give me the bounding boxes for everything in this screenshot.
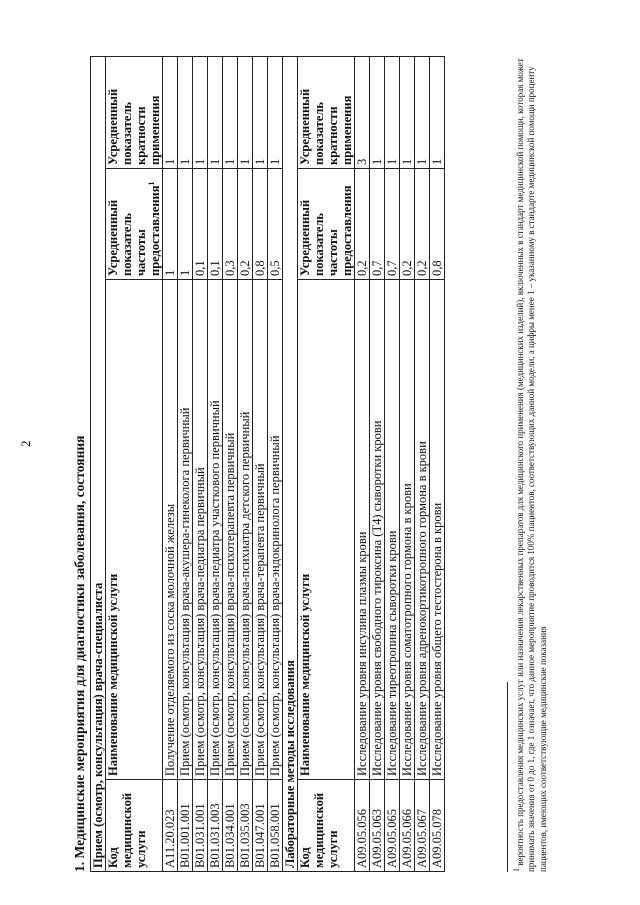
table-row xyxy=(253,56,268,871)
cell-mult: 1 xyxy=(193,56,208,168)
cell-code: B01.031.003 xyxy=(208,780,223,872)
table-row xyxy=(355,56,370,871)
cell-freq: 0,1 xyxy=(208,169,223,280)
footnote-marker: 1 xyxy=(512,868,522,872)
cell-name: Получение отделяемого из соска молочной железы xyxy=(163,280,178,780)
page-number: 2 xyxy=(18,440,33,447)
cell-mult: 1 xyxy=(370,56,385,168)
cell-mult: 1 xyxy=(415,56,430,168)
cell-freq: 0,5 xyxy=(268,169,283,280)
table-row xyxy=(178,56,193,871)
cell-name: Прием (осмотр, консультация) врача-эндокринолога первичный xyxy=(268,280,283,780)
cell-mult: 1 xyxy=(268,56,283,168)
cell-name: Исследование уровня инсулина плазмы крови xyxy=(355,280,370,780)
block1-header-name: Наименование медицинской услуги xyxy=(106,280,163,780)
cell-freq: 0,8 xyxy=(253,169,268,280)
cell-freq: 0,7 xyxy=(370,169,385,280)
cell-freq: 0,3 xyxy=(223,169,238,280)
cell-name: Прием (осмотр, консультация) врача-психотерапевта первичный xyxy=(223,280,238,780)
cell-mult: 1 xyxy=(400,56,415,168)
cell-mult: 1 xyxy=(385,56,400,168)
cell-freq: 1 xyxy=(163,169,178,280)
footnote-ref: 1 xyxy=(147,181,156,186)
cell-mult: 1 xyxy=(178,56,193,168)
cell-name: Прием (осмотр, консультация) врача-психиатра детского первичный xyxy=(238,280,253,780)
table-row xyxy=(208,56,223,871)
block2-header-name: Наименование медицинской услуги xyxy=(298,280,355,780)
block1-header-mult: Усредненный показатель кратности применения xyxy=(106,56,163,168)
cell-freq: 0,2 xyxy=(400,169,415,280)
footnote-text: вероятность предоставления медицинских услуг или назначения лекарственных препаратов для медицинского применения (медицинских изделий), включенных в стандарт медицинской помощи, которая может принимать значения от 0 до 1, где 1 означает, что данное мероприятие проводится 100% пациентов, соответствующих данной модели, а цифры менее 1 – указанному в стандарте медицинской помощи проценту пациентов, имеющих соответствующие медицинские показания xyxy=(515,58,548,872)
table-row xyxy=(238,56,253,871)
table-row xyxy=(385,56,400,871)
table-row xyxy=(163,56,178,871)
cell-mult: 1 xyxy=(223,56,238,168)
block1-header-freq xyxy=(106,169,163,280)
cell-name: Прием (осмотр, консультация) врача-педиатра участкового первичный xyxy=(208,280,223,780)
cell-mult: 3 xyxy=(355,56,370,168)
cell-code: A11.20.023 xyxy=(163,780,178,872)
cell-code: A09.05.065 xyxy=(385,780,400,872)
block1-header-row xyxy=(106,56,163,871)
cell-mult: 1 xyxy=(208,56,223,168)
section-title: 1. Медицинские мероприятия для диагностики заболевания, состояния xyxy=(72,435,87,872)
cell-name: Прием (осмотр, консультация) врача-акушера-гинеколога первичный xyxy=(178,280,193,780)
cell-code: A09.05.063 xyxy=(370,780,385,872)
cell-freq: 0,2 xyxy=(355,169,370,280)
table-row xyxy=(223,56,238,871)
table-row xyxy=(193,56,208,871)
cell-freq: 1 xyxy=(178,169,193,280)
cell-name: Исследование уровня свободного тироксина (T4) сыворотки крови xyxy=(370,280,385,780)
block1-header-freq-text: Усредненный показатель частоты предоставления xyxy=(106,185,163,276)
cell-name: Исследование уровня адренокортикотропного гормона в крови xyxy=(415,280,430,780)
cell-name: Исследование тиреотропина сыворотки крови xyxy=(385,280,400,780)
table-row xyxy=(370,56,385,871)
block1-title: Прием (осмотр, консультация) врача-специалиста xyxy=(91,56,106,871)
block2-title: Лабораторные методы исследования xyxy=(283,56,298,871)
services-table xyxy=(90,56,445,872)
table-row xyxy=(430,56,445,871)
cell-name: Прием (осмотр, консультация) врача-терапевта первичный xyxy=(253,280,268,780)
block2-header-mult: Усредненный показатель кратности применения xyxy=(298,56,355,168)
block2-header-freq: Усредненный показатель частоты предоставления xyxy=(298,169,355,280)
cell-freq: 0,7 xyxy=(385,169,400,280)
cell-freq: 0,2 xyxy=(238,169,253,280)
block1-title-row xyxy=(91,56,106,871)
cell-code: A09.05.066 xyxy=(400,780,415,872)
cell-code: B01.035.003 xyxy=(238,780,253,872)
table-row xyxy=(400,56,415,871)
footnote xyxy=(507,57,549,872)
table-row xyxy=(268,56,283,871)
cell-mult: 1 xyxy=(430,56,445,168)
cell-mult: 1 xyxy=(253,56,268,168)
cell-freq: 0,1 xyxy=(193,169,208,280)
cell-code: A09.05.078 xyxy=(430,780,445,872)
cell-freq: 0,8 xyxy=(430,169,445,280)
block2-title-row xyxy=(283,56,298,871)
footnote-rule xyxy=(507,682,508,872)
block2-header-code: Код медицинской услуги xyxy=(298,780,355,872)
cell-code: B01.001.001 xyxy=(178,780,193,872)
cell-code: A09.05.067 xyxy=(415,780,430,872)
cell-code: B01.058.001 xyxy=(268,780,283,872)
cell-name: Исследование уровня соматотропного гормона в крови xyxy=(400,280,415,780)
cell-mult: 1 xyxy=(163,56,178,168)
cell-code: A09.05.056 xyxy=(355,780,370,872)
cell-name: Исследование уровня общего тестостерона в крови xyxy=(430,280,445,780)
cell-mult: 1 xyxy=(238,56,253,168)
cell-code: B01.047.001 xyxy=(253,780,268,872)
cell-freq: 0,2 xyxy=(415,169,430,280)
block2-header-row xyxy=(298,56,355,871)
table-row xyxy=(415,56,430,871)
rotated-content xyxy=(72,57,577,872)
cell-code: B01.031.001 xyxy=(193,780,208,872)
block1-header-code: Код медицинской услуги xyxy=(106,780,163,872)
cell-name: Прием (осмотр, консультация) врача-педиатра первичный xyxy=(193,280,208,780)
services-table-body xyxy=(91,56,445,871)
cell-code: B01.034.001 xyxy=(223,780,238,872)
